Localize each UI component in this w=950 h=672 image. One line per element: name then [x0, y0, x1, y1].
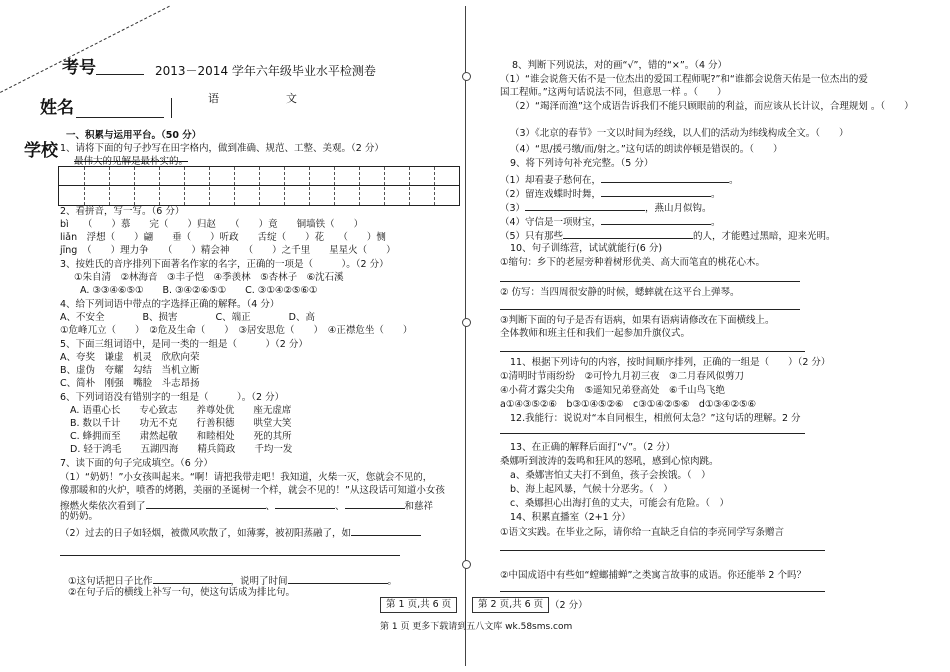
- q5-prompt: 5、下面三组词语中，是同一类的一组是（ ）（2 分）: [60, 339, 308, 350]
- q13-option-b: b、海上起风暴，气候十分恶劣。（ ）: [510, 484, 673, 495]
- q8-3: （3）《北京的春节》一文以时间为经线，以人们的活动为纬线构成全文。（ ）: [510, 128, 849, 139]
- q7-prompt: 7、读下面的句子完成填空。（6 分）: [60, 458, 213, 469]
- q9-4: （4）守信是一项财宝， 。: [500, 214, 721, 229]
- binding-dashed-line: [0, 6, 170, 94]
- q11-options: a①④③⑤②⑥ b③①④⑤②⑥ c③①④②⑤⑥ d①③④②⑤⑥: [500, 399, 757, 410]
- q7-passage-line-1: （1）“奶奶！”小女孩叫起来。“啊！请把我带走吧！我知道，火柴一灭，您就会不见的，: [60, 472, 433, 483]
- q9-2: （2）留连戏蝶时时舞， 。: [500, 186, 721, 201]
- q3-names: ①朱自清 ②林海音 ③丰子恺 ④季羡林 ⑤杏林子 ⑥沈石溪: [74, 272, 344, 283]
- q8-1-line-2: 国工程师。”这两句话说法不同，但意思一样 。（ ）: [500, 87, 727, 98]
- q2-row-lian: liǎn 浮想（ ）翩 垂（ ）听政 舌绽（ ）花 （ ）恻: [60, 232, 386, 243]
- answer-line[interactable]: [500, 281, 800, 282]
- q14-2: ②中国成语中有些如“螳螂捕蝉”之类寓言故事的成语。你还能举 2 个吗？: [500, 570, 806, 581]
- page-number-2: 第 2 页,共 6 页: [472, 597, 549, 613]
- q9-3-text2: ，燕山月似钩。: [645, 203, 712, 214]
- grid-column-line: [334, 167, 335, 205]
- grid-column-line: [184, 167, 185, 205]
- q2-row-bi: bì （ ）慕 完（ ）归赵 （ ）竟 铜墙铁（ ）: [60, 219, 364, 230]
- q8-prompt: 8、判断下列说法，对的画“√”，错的“×”。（4 分）: [512, 60, 728, 71]
- q8-4: （4）“思/援弓缴/而/射之。”这句话的朗读停顿是错误的。（ ）: [510, 144, 783, 155]
- answer-line[interactable]: [500, 309, 800, 310]
- school-label: 学校: [24, 141, 58, 161]
- q9-prompt: 9、将下列诗句补充完整。（5 分）: [510, 158, 654, 169]
- q1-prompt: 1、请将下面的句子抄写在田字格内，做到准确、规范、工整、美观。（2 分）: [60, 143, 384, 154]
- q9-5-text2: 的人，才能甦过黑暗，迎来光明。: [693, 231, 836, 242]
- grid-column-line: [209, 167, 210, 205]
- q2-row-jing: jīng （ ）理力争 （ ）精会神 （ ）之千里 星星火（ ）: [60, 245, 396, 256]
- q13-prompt: 13、在正确的解释后面打“√”。（2 分）: [510, 442, 676, 453]
- grid-column-line: [259, 167, 260, 205]
- q10-3: ③判断下面的句子是否有语病，如果有语病请修改在下面横线上。: [500, 315, 775, 326]
- q10-1: ①缩句：乡下的老屋旁种着树形优美、高大而笔直的桃花心木。: [500, 257, 766, 268]
- grid-column-line: [309, 167, 310, 205]
- answer-line[interactable]: [500, 351, 805, 352]
- grid-column-line: [109, 167, 110, 205]
- q9-5-text: （5）只有那些: [500, 231, 564, 242]
- q9-3-text: （3）: [500, 203, 526, 214]
- q13-option-a: a、桑娜害怕丈夫打不到鱼，孩子会挨饿。（ ）: [510, 470, 711, 481]
- page-number-1: 第 1 页,共 6 页: [380, 597, 457, 613]
- grid-column-line: [384, 167, 385, 205]
- exam-title: 2013－2014 学年六年级毕业水平检测卷: [155, 64, 376, 78]
- q6-option-a: A. 语重心长 专心致志 养尊处优 座无虚席: [70, 405, 292, 416]
- q9-4-text: （4）守信是一项财宝，: [500, 217, 602, 228]
- q4-items: ①危峰兀立（ ） ②危及生命（ ） ③居安思危（ ） ④正襟危坐（ ）: [60, 325, 413, 336]
- q7-2-sub1-text2: ，说明了时间: [230, 576, 288, 587]
- answer-blank[interactable]: [601, 214, 711, 225]
- q7-2-line: [60, 525, 421, 540]
- grid-column-line: [159, 167, 160, 205]
- tianzige-grid[interactable]: [58, 166, 460, 206]
- footer-text: 第 1 页 更多下载请到五八文库 wk.58sms.com: [380, 622, 573, 632]
- answer-blank[interactable]: [601, 186, 711, 197]
- binding-hole: [462, 72, 471, 81]
- answer-blank[interactable]: [345, 498, 405, 509]
- answer-blank[interactable]: [146, 498, 266, 509]
- answer-blank[interactable]: [275, 498, 335, 509]
- answer-line[interactable]: [500, 550, 825, 551]
- q9-1-text: （1）却看妻子愁何在，: [500, 175, 602, 186]
- answer-blank[interactable]: [288, 573, 388, 584]
- q7-passage-line-2: 像那暖和的火炉，喷香的烤鹅，美丽的圣诞树一个样，就会不见的！”从这段话可知道小女孩: [60, 485, 445, 496]
- q7-2-sub2: ②在句子后的横线上补写一句，使这句话成为排比句。: [68, 587, 296, 598]
- q6-option-b: B. 数以千计 功无不克 行善积德 哄堂大笑: [70, 418, 292, 429]
- answer-blank[interactable]: [525, 200, 645, 211]
- q5-option-a: A、夸奖 谦虚 机灵 欣欣向荣: [60, 352, 200, 363]
- q13-option-c: c、桑娜担心出海打鱼的丈夫，可能会有危险。（ ）: [510, 498, 729, 509]
- cursor-mark: [171, 98, 172, 118]
- q8-2: （2）“竭泽而渔”这个成语告诉我们不能只顾眼前的利益，而应该从长计议，合理规划 。（ ）: [510, 101, 914, 112]
- binding-hole: [462, 560, 471, 569]
- q9-3: [500, 200, 712, 215]
- q3-prompt: 3、按姓氏的音序排列下面著名作家的名字，正确的一项是（ ）。（2 分）: [60, 259, 389, 270]
- q1-sentence: 最伟大的见解是最朴实的。: [74, 156, 189, 167]
- q4-meanings: A、不安全 B、损害 C、端正 D、高: [60, 312, 315, 323]
- grid-column-line: [84, 167, 85, 205]
- answer-line[interactable]: [60, 555, 400, 556]
- answer-blank[interactable]: [601, 172, 729, 183]
- q7-2-sub1-text: ①这句话把日子比作: [68, 576, 153, 587]
- q14-prompt: 14、积累直播室（2+1 分）: [510, 512, 631, 523]
- grid-column-line: [434, 167, 435, 205]
- exam-number-line: [96, 74, 144, 75]
- q14-2-score: （2 分）: [550, 600, 588, 611]
- q9-5: [500, 228, 836, 243]
- q3-options: A. ③③④⑥⑤① B. ③④②⑥⑤① C. ③①④②⑤⑥①: [80, 285, 318, 296]
- q7-passage-text: 擦燃火柴依次看到了: [60, 501, 146, 512]
- q6-option-c: C. 蜂拥而至 肃然起敬 和睦相处 死的其所: [70, 431, 292, 442]
- q13-sentence: 桑娜听到波涛的轰鸣和狂风的怒吼，感到心惊肉跳。: [500, 456, 719, 467]
- section-heading: 一、积累与运用平台。（50 分）: [66, 130, 202, 141]
- grid-column-line: [359, 167, 360, 205]
- q9-1: （1）却看妻子愁何在， 。: [500, 172, 739, 187]
- subject-char-2: 文: [286, 92, 298, 105]
- q11-prompt: 11、根据下列诗句的内容，按时间顺序排列，正确的一组是（ ）（2 分）: [510, 357, 831, 368]
- q4-prompt: 4、给下列词语中带点的字选择正确的解释。（4 分）: [60, 299, 280, 310]
- q11-poems-1: ①清明时节雨纷纷 ②可怜九月初三夜 ③二月春风似剪刀: [500, 371, 745, 382]
- binding-hole: [462, 318, 471, 327]
- q7-2-text: （2）过去的日子如轻烟，被微风吹散了，如薄雾，被初阳蒸融了，如: [60, 528, 352, 539]
- q5-option-c: C、简朴 刚强 嘴脸 斗志昂扬: [60, 378, 200, 389]
- q9-2-text: （2）留连戏蝶时时舞，: [500, 189, 602, 200]
- q10-3-sentence: 全体教师和班主任和我们一起参加升旗仪式。: [500, 328, 691, 339]
- grid-column-line: [234, 167, 235, 205]
- answer-blank[interactable]: [351, 525, 421, 536]
- answer-line[interactable]: [500, 591, 825, 592]
- q10-prompt: 10、句子训练营，试试就能行(6 分): [510, 243, 663, 254]
- q5-option-b: B、虚伪 夸耀 勾结 当机立断: [60, 365, 200, 376]
- q7-passage-line-4: 的奶奶。: [60, 511, 99, 522]
- q11-poems-2: ④小荷才露尖尖角 ⑤遥知兄弟登高处 ⑥千山鸟飞绝: [500, 385, 726, 396]
- q10-2: ② 仿写：当四周很安静的时候，蟋蟀就在这平台上弹琴。: [500, 287, 740, 298]
- q8-1-line-1: （1）“谁会说詹天佑不是一位杰出的爱国工程师呢?”和“谁都会说詹天佑是一位杰出的爱: [500, 74, 868, 85]
- name-label: 姓名: [40, 98, 74, 118]
- name-line: [76, 117, 164, 118]
- answer-blank[interactable]: [153, 573, 231, 584]
- q2-prompt: 2、看拼音，写一写。（6 分）: [60, 206, 185, 217]
- subject-char-1: 语: [208, 92, 220, 105]
- q7-passage-line-3: 擦燃火柴依次看到了 、 、 和慈祥: [60, 498, 433, 513]
- answer-line[interactable]: [500, 433, 805, 434]
- q7-2-sub1: ①这句话把日子比作 ，说明了时间 。: [68, 573, 397, 588]
- exam-number-label: 考号: [62, 58, 96, 78]
- q6-option-d: D. 轻于鸿毛 五湖四海 精兵简政 千均一发: [70, 444, 293, 455]
- answer-blank[interactable]: [563, 228, 693, 239]
- grid-column-line: [409, 167, 410, 205]
- q14-1: ①语文实践。在毕业之际，请你给一直缺乏自信的李亮同学写条赠言: [500, 527, 785, 538]
- q12-prompt: 12.我能行：说说对“本自同根生，相煎何太急？”这句话的理解。2 分: [510, 413, 801, 424]
- grid-column-line: [134, 167, 135, 205]
- q6-prompt: 6、下列词语没有错别字的一组是（ ）。（2 分）: [60, 392, 285, 403]
- grid-column-line: [284, 167, 285, 205]
